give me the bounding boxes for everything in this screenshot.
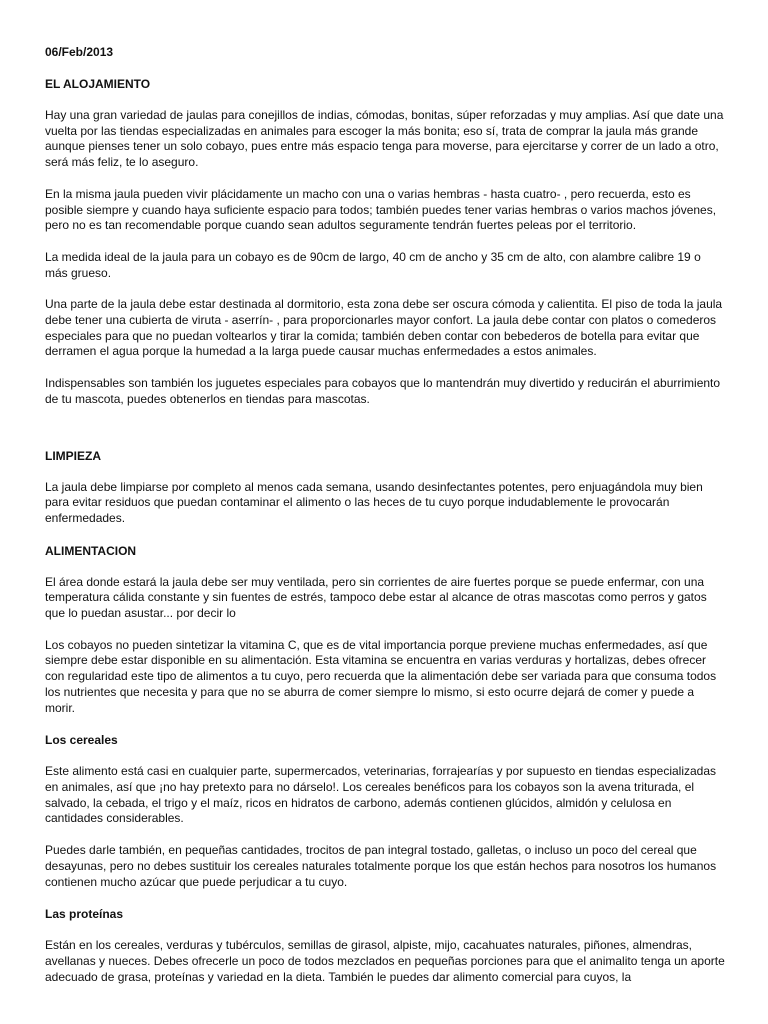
paragraph: En la misma jaula pueden vivir plácidamente un macho con una o varias hembras - hasta cuatro- , pero recuerda, esto es posible siempre y cuando haya suficiente espacio para todos; también puedes tener varias hembras o varios machos jóvenes, pero no es tan recomendable porque cuando sean adultos seguramente tendrán fuertes peleas por el territorio. <box>45 186 717 233</box>
paragraph: Una parte de la jaula debe estar destinada al dormitorio, esta zona debe ser oscura cómoda y calientita. El piso de toda la jaula debe tener una cubierta de viruta - aserrín- , para proporcionarles mayor confort. La jaula debe contar con platos o comederos especiales para que no puedan voltearlos y tirar la comida; también deben contar con bebederos de botella para evitar que derramen el agua porque la humedad a la larga puede causar muchas enfermedades a estos animales. <box>45 297 723 359</box>
section-cereales <box>45 732 725 890</box>
paragraph: Puedes darle también, en pequeñas cantidades, trocitos de pan integral tostado, galletas, o incluso un poco del cereal que desayunas, pero no debes sustituir los cereales naturales totalmente porque los que están hechos para nosotros los humanos contienen mucho azúcar que puede perjudicar a tu cuyo. <box>45 843 717 889</box>
paragraph: Hay una gran variedad de jaulas para conejillos de indias, cómodas, bonitas, súper reforzadas y muy amplias. Así que date una vuelta por las tiendas especializadas en animales para escoger la más bonita; eso sí, trata de comprar la jaula más grande aunque pienses tener un solo cobayo, pues entre más espacio tenga para moverse, para ejercitarse y correr de un lado a otro, será más feliz, te lo aseguro. <box>45 108 724 170</box>
paragraph: La medida ideal de la jaula para un cobayo es de 90cm de largo, 40 cm de ancho y 35 cm de alto, con alambre calibre 19 o más grueso. <box>45 249 701 280</box>
section-proteinas <box>45 906 725 985</box>
paragraph: Indispensables son también los juguetes especiales para cobayos que lo mantendrán muy divertido y reducirán el aburrimiento de tu mascota, puedes obtenerlos en tiendas para mascotas. <box>45 376 721 406</box>
document-page <box>45 44 725 1001</box>
paragraph: Este alimento está casi en cualquier parte, supermercados, veterinarias, forrajearías y por supuesto en tiendas especializadas en animales, así que ¡no hay pretexto para no dárselo!. Los cereales benéficos para los cobayos son la avena triturada, el salvado, la cebada, el trigo y el maíz, ricos en hidratos de carbono, además contienen glúcidos, almidón y celulosa en cantidades considerables. <box>45 764 717 826</box>
paragraph: Están en los cereales, verduras y tubérculos, semillas de girasol, alpiste, mijo, cacahuates naturales, piñones, almendras, avellanas y nueces. Debes ofrecerle un poco de todos mezclados en pequeñas porciones para que el animalito tenga un aporte adecuado de grasa, proteínas y variedad en la dieta. También le puedes dar alimento comercial para cuyos, la <box>45 938 725 984</box>
section-heading: Los cereales <box>45 733 118 748</box>
section-limpieza <box>45 448 725 527</box>
paragraph: La jaula debe limpiarse por completo al menos cada semana, usando desinfectantes potentes, pero enjuagándola muy bien para evitar residuos que puedan contaminar el alimento o las heces de tu cuyo porque indudablemente le provocarán enfermedades. <box>45 479 703 525</box>
paragraph: El área donde estará la jaula debe ser muy ventilada, pero sin corrientes de aire fuertes porque se puede enfermar, con una temperatura cálida constante y sin fuentes de estrés, tampoco debe estar al alcance de otras mascotas como perros y gatos que lo puedan asustar... por decir lo <box>45 574 707 621</box>
paragraph: Los cobayos no pueden sintetizar la vitamina C, que es de vital importancia porque previene muchas enfermedades, así que siempre debe estar disponible en su alimentación. Esta vitamina se encuentra en varias verduras y hortalizas, debes ofrecer con regularidad este tipo de alimentos a tu cuyo, pero recuerda que la alimentación debe ser variada para que consuma todos los nutrientes que necesita y para que no se aburra de comer siempre lo mismo, si esto ocurre dejará de comer y puede a morir. <box>45 637 717 715</box>
section-alojamiento <box>45 76 725 408</box>
section-heading: ALIMENTACION <box>45 543 137 558</box>
section-heading: EL ALOJAMIENTO <box>45 77 151 91</box>
section-alimentacion <box>45 543 725 717</box>
document-date: 06/Feb/2013 <box>45 45 114 59</box>
section-heading: Las proteínas <box>45 907 124 922</box>
section-heading: LIMPIEZA <box>45 448 101 463</box>
